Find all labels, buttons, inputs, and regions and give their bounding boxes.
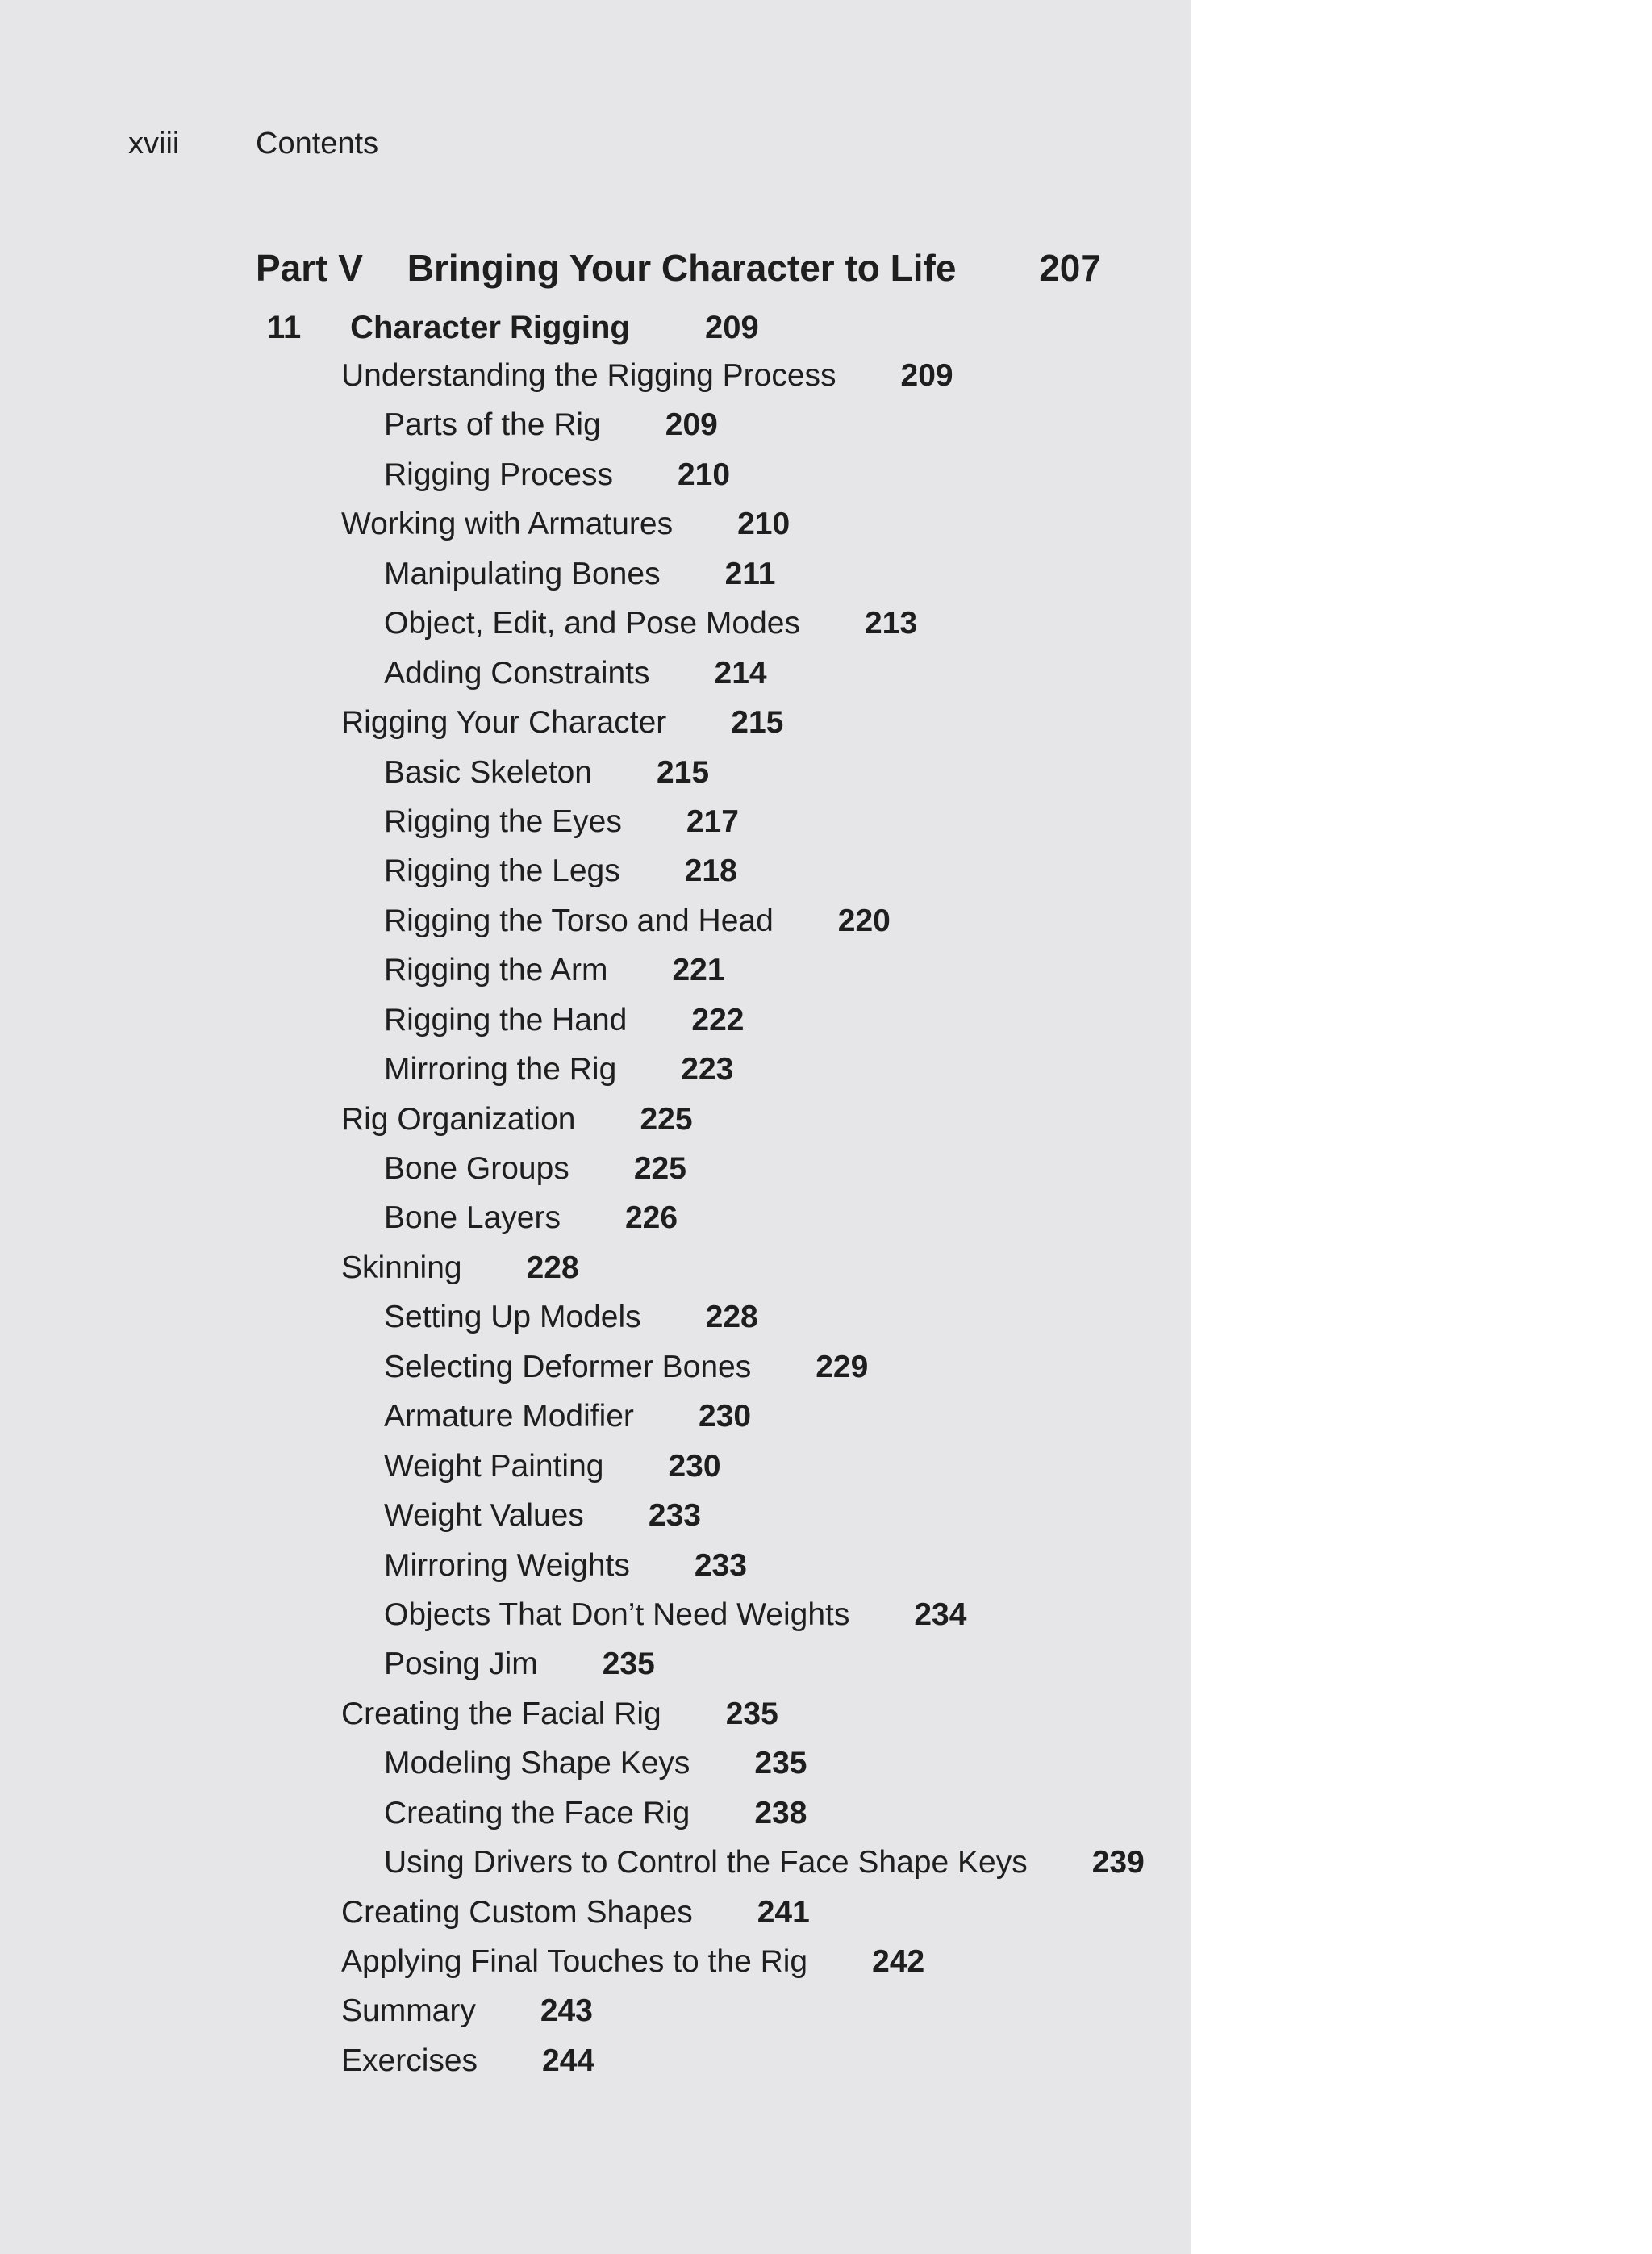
- toc-subsection-entry: [0, 996, 1191, 1045]
- toc-subsection-entry: [0, 797, 1191, 846]
- entry-page-number: 213: [864, 606, 918, 641]
- entry-title: Rigging the Torso and Head: [384, 903, 774, 938]
- entry-title: Rigging the Eyes: [384, 804, 622, 839]
- entry-title: Bone Groups: [384, 1151, 569, 1186]
- part-page-number: 207: [1039, 247, 1101, 289]
- entry-page-number: 230: [698, 1399, 752, 1434]
- entry-page-number: 241: [757, 1894, 810, 1930]
- toc-subsection-entry: [0, 1193, 1191, 1242]
- entry-title: Armature Modifier: [384, 1399, 634, 1434]
- entry-title: Selecting Deformer Bones: [384, 1349, 752, 1384]
- entry-title: Adding Constraints: [384, 655, 650, 691]
- toc-section-entry: [0, 1888, 1191, 1937]
- entry-page-number: 225: [633, 1151, 686, 1186]
- entry-title: Bone Layers: [384, 1200, 561, 1236]
- entry-title: Exercises: [341, 2043, 478, 2078]
- entry-page-number: 220: [837, 903, 891, 938]
- entry-title: Setting Up Models: [384, 1300, 641, 1335]
- entry-title: Creating the Face Rig: [384, 1795, 690, 1830]
- entry-page-number: 230: [668, 1448, 721, 1484]
- toc-subsection-entry: [0, 1789, 1191, 1838]
- part-label: Part V: [256, 247, 363, 289]
- entry-page-number: 243: [540, 1993, 593, 2029]
- chapter-title: Character Rigging: [350, 310, 630, 345]
- toc-subsection-entry: [0, 1342, 1191, 1392]
- entry-title: Rig Organization: [341, 1101, 576, 1137]
- running-head-title: Contents: [256, 127, 379, 161]
- entry-title: Creating the Facial Rig: [341, 1696, 661, 1731]
- entry-title: Weight Values: [384, 1498, 584, 1534]
- entry-title: Rigging Your Character: [341, 705, 667, 741]
- entry-page-number: 209: [665, 407, 718, 443]
- entry-title: Basic Skeleton: [384, 754, 592, 790]
- part-title: Bringing Your Character to Life: [407, 247, 957, 289]
- toc-section-entry: [0, 1095, 1191, 1144]
- entry-page-number: 233: [694, 1547, 747, 1583]
- entry-page-number: 234: [914, 1597, 967, 1632]
- entry-title: Understanding the Rigging Process: [341, 358, 836, 393]
- toc-subsection-entry: [0, 1590, 1191, 1639]
- toc-subsection-entry: [0, 846, 1191, 895]
- entry-title: Manipulating Bones: [384, 556, 661, 591]
- entry-title: Creating Custom Shapes: [341, 1894, 693, 1930]
- entry-title: Rigging Process: [384, 457, 613, 492]
- entry-page-number: 209: [900, 358, 953, 393]
- toc-list: [0, 351, 1191, 2085]
- entry-title: Summary: [341, 1993, 476, 2029]
- toc-subsection-entry: [0, 1292, 1191, 1342]
- entry-page-number: 244: [542, 2043, 595, 2078]
- entry-page-number: 215: [731, 705, 784, 741]
- entry-title: Rigging the Legs: [384, 854, 620, 889]
- toc-section-entry: [0, 1689, 1191, 1739]
- entry-page-number: 233: [648, 1498, 701, 1534]
- toc-subsection-entry: [0, 1639, 1191, 1688]
- toc-subsection-entry: [0, 1144, 1191, 1193]
- entry-page-number: 222: [691, 1002, 745, 1037]
- entry-title: Mirroring the Rig: [384, 1052, 617, 1087]
- entry-title: Weight Painting: [384, 1448, 604, 1484]
- entry-title: Mirroring Weights: [384, 1547, 630, 1583]
- toc-subsection-entry: [0, 599, 1191, 648]
- entry-page-number: 235: [725, 1696, 778, 1731]
- toc-section-entry: [0, 499, 1191, 549]
- entry-page-number: 211: [724, 556, 776, 591]
- entry-title: Modeling Shape Keys: [384, 1746, 690, 1781]
- toc-subsection-entry: [0, 1045, 1191, 1094]
- toc-subsection-entry: [0, 450, 1191, 499]
- toc-subsection-entry: [0, 1442, 1191, 1491]
- toc-section-entry: [0, 351, 1191, 400]
- chapter-page-number: 209: [704, 310, 759, 345]
- chapter-heading: [267, 305, 759, 350]
- entry-page-number: 226: [624, 1200, 678, 1236]
- toc-subsection-entry: [0, 1491, 1191, 1540]
- entry-page-number: 218: [684, 854, 737, 889]
- toc-subsection-entry: [0, 649, 1191, 698]
- chapter-number: 11: [267, 310, 302, 345]
- entry-page-number: 210: [677, 457, 731, 492]
- entry-page-number: 214: [714, 655, 767, 691]
- entry-page-number: 239: [1091, 1845, 1145, 1880]
- entry-page-number: 221: [672, 953, 725, 988]
- entry-title: Using Drivers to Control the Face Shape Keys: [384, 1845, 1028, 1880]
- entry-page-number: 235: [602, 1647, 655, 1682]
- toc-subsection-entry: [0, 945, 1191, 995]
- entry-page-number: 217: [686, 804, 739, 839]
- entry-title: Parts of the Rig: [384, 407, 601, 443]
- entry-page-number: 225: [640, 1101, 693, 1137]
- entry-title: Skinning: [341, 1250, 462, 1285]
- entry-title: Object, Edit, and Pose Modes: [384, 606, 800, 641]
- entry-page-number: 210: [737, 507, 791, 542]
- entry-page-number: 235: [754, 1746, 807, 1781]
- toc-subsection-entry: [0, 896, 1191, 945]
- entry-title: Rigging the Arm: [384, 953, 608, 988]
- toc-subsection-entry: [0, 1541, 1191, 1590]
- entry-title: Working with Armatures: [341, 507, 674, 542]
- toc-section-entry: [0, 1243, 1191, 1292]
- entry-title: Rigging the Hand: [384, 1002, 628, 1037]
- toc-subsection-entry: [0, 1392, 1191, 1441]
- entry-page-number: 223: [681, 1052, 734, 1087]
- entry-page-number: 242: [872, 1944, 925, 1979]
- toc-section-entry: [0, 2036, 1191, 2085]
- part-heading: [256, 242, 1101, 294]
- toc-section-entry: [0, 698, 1191, 747]
- toc-subsection-entry: [0, 1838, 1191, 1887]
- entry-page-number: 238: [754, 1795, 807, 1830]
- entry-page-number: 215: [656, 754, 710, 790]
- toc-subsection-entry: [0, 748, 1191, 797]
- entry-page-number: 229: [816, 1349, 869, 1384]
- toc-section-entry: [0, 1986, 1191, 2035]
- toc-section-entry: [0, 1937, 1191, 1986]
- entry-page-number: 228: [705, 1300, 758, 1335]
- entry-title: Posing Jim: [384, 1647, 538, 1682]
- toc-subsection-entry: [0, 549, 1191, 599]
- toc-subsection-entry: [0, 1739, 1191, 1788]
- page-folio: xviii: [128, 127, 180, 161]
- toc-subsection-entry: [0, 400, 1191, 449]
- entry-title: Objects That Don’t Need Weights: [384, 1597, 850, 1632]
- entry-page-number: 228: [526, 1250, 579, 1285]
- entry-title: Applying Final Touches to the Rig: [341, 1944, 808, 1979]
